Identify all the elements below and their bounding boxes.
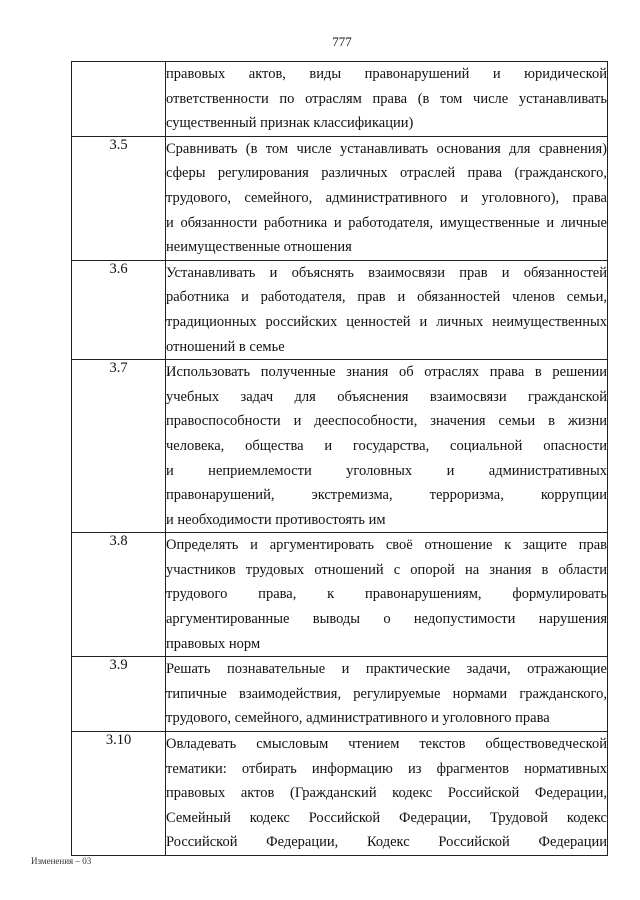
text-line: Определять и аргументировать своё отношение к защите прав (166, 537, 607, 554)
text-line: традиционных российских ценностей и личных неимущественных (166, 313, 607, 330)
text-line: Семейный кодекс Российской Федерации, Трудовой кодекс (166, 809, 607, 826)
table-row (72, 657, 608, 732)
row-number: 3.10 (72, 732, 166, 856)
text-line: аргументированные выводы о недопустимости нарушения (166, 611, 607, 628)
text-line: трудового, семейного, административного и уголовного), права (166, 189, 607, 206)
text-line: правовых актов, виды правонарушений и юридической (166, 66, 607, 82)
row-text (166, 360, 608, 533)
text-line: и обязанности работника и работодателя, имущественные и личные (166, 214, 607, 231)
page-number: 777 (332, 34, 352, 49)
text-line: отношений в семье (166, 338, 285, 355)
table-row (72, 62, 608, 137)
table-row (72, 533, 608, 657)
text-line: и необходимости противостоять им (166, 511, 386, 528)
requirements-table (71, 61, 608, 856)
row-number: 3.7 (72, 360, 166, 533)
row-text (166, 657, 608, 732)
text-line: трудового права, к правонарушениям, формулировать (166, 586, 607, 603)
text-line: неимущественные отношения (166, 239, 352, 256)
table-row (72, 360, 608, 533)
row-number: 3.9 (72, 657, 166, 732)
text-line: Овладевать смысловым чтением текстов обществоведческой (166, 736, 607, 753)
row-number: 3.6 (72, 260, 166, 359)
text-line: правовых норм (166, 635, 261, 652)
text-line: Сравнивать (в том числе устанавливать основания для сравнения) (166, 140, 607, 157)
row-text (166, 260, 608, 359)
text-line: участников трудовых отношений с опорой на знания в области (166, 561, 607, 578)
text-line: трудового, семейного, административного и уголовного права (166, 710, 550, 727)
text-line: Использовать полученные знания об отраслях права в решении (166, 364, 607, 381)
text-line: типичные взаимодействия, регулируемые нормами гражданского, (166, 685, 607, 702)
text-line: правовых актов (Гражданский кодекс Российской Федерации, (166, 785, 607, 802)
text-line: Решать познавательные и практические задачи, отражающие (166, 661, 607, 678)
text-line: Российской Федерации, Кодекс Российской Федерации (166, 834, 607, 851)
text-line: правоспособности и дееспособности, значения семьи в жизни (166, 413, 607, 430)
text-line: и неприемлемости уголовных и административных (166, 462, 607, 479)
text-line: работника и работодателя, прав и обязанностей членов семьи, (166, 289, 607, 306)
row-text (166, 732, 608, 856)
text-line: учебных задач для объяснения взаимосвязи гражданской (166, 388, 607, 405)
row-text (166, 62, 608, 137)
table-row (72, 260, 608, 359)
row-number (72, 62, 166, 137)
text-line: Устанавливать и объяснять взаимосвязи прав и обязанностей (166, 264, 607, 281)
text-line: ответственности по отраслям права (в том числе устанавливать (166, 90, 607, 107)
text-line: существенный признак классификации) (166, 115, 414, 132)
table-row (72, 136, 608, 260)
table-row (72, 732, 608, 856)
footer-revision-note: Изменения – 03 (31, 856, 92, 866)
row-text (166, 533, 608, 657)
row-text (166, 136, 608, 260)
row-number: 3.5 (72, 136, 166, 260)
text-line: сферы регулирования различных отраслей права (гражданского, (166, 165, 607, 182)
text-line: тематики: отбирать информацию из фрагментов нормативных (166, 760, 607, 777)
row-number: 3.8 (72, 533, 166, 657)
text-line: человека, общества и государства, социальной опасности (166, 437, 607, 454)
text-line: правонарушений, экстремизма, терроризма, коррупции (166, 487, 607, 504)
